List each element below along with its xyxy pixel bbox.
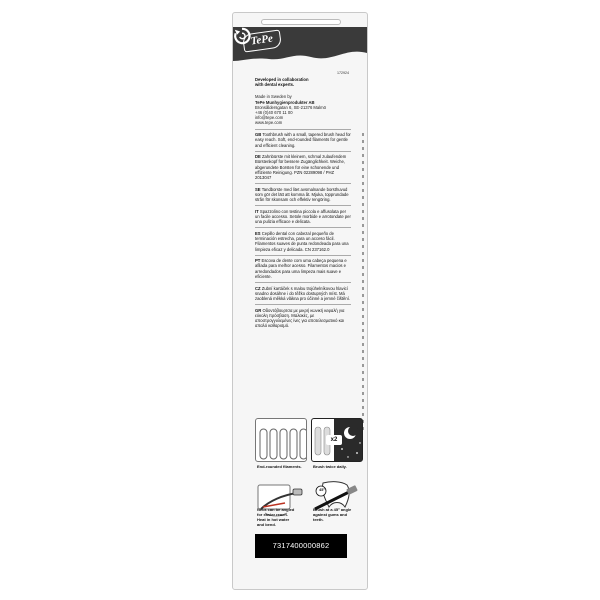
- address: Bronsåldersgatan 6, SE-21376 Malmö: [255, 104, 326, 110]
- filaments-icon: [255, 418, 307, 462]
- product-code: 172924: [337, 71, 349, 75]
- recycle-icon: [233, 27, 251, 45]
- hang-slot: [261, 19, 341, 25]
- x2-badge: x2: [330, 437, 338, 443]
- lang-pt: PT Escova de dente com uma cabeça pequena e afilada para melhor acesso. Filamentos macios e arredondados para uma limpeza mais suave e eficiente.: [255, 255, 351, 279]
- barcode-number: 7317400000862: [255, 534, 347, 558]
- manufacturer-info: [255, 94, 351, 125]
- web: www.tepe.com: [255, 120, 283, 126]
- developed-text: Developed in collaboration with dental experts.: [255, 77, 309, 88]
- lang-gr: GR Οδοντόβουρτσα με μικρή κωνική κεφαλή για εύκολη πρόσβαση. Μαλακές, με αποστρογγυλεμένες ίνες για αποτελεσματικό και απαλό καθαρισμό.: [255, 304, 351, 328]
- package-card: [232, 12, 368, 590]
- lang-se: SE Tandborste med litet avsmalnande borsthuvud som gör det lätt att komma åt. Mjuka, topprundade strån för skonsam och effektiv rengöring.: [255, 183, 351, 202]
- tepe-logo: TePe: [242, 29, 282, 52]
- company-name: TePe Munhygienprodukter AB: [255, 99, 315, 105]
- neck-caption: Neck can be angled for easier reach. Heat in hot water and bend.: [257, 507, 295, 527]
- brand-header: [233, 27, 367, 67]
- lang-de: DE Zahnbürste mit kleinem, schmal zulaufendem Bürstenkopf für bessere Zugänglichkeit. Weiche, abgerundete Borsten für eine schonende und effiziente Reinigung. PZN 02289098 / PHZ 2013047: [255, 151, 351, 181]
- made-in: Made in Sweden by: [255, 94, 292, 100]
- lang-cz: CZ Zubní kartáček s malou trojúhelníkovou hlavicí snadno dosáhne i do těžko dostupných míst. Má zaoblená měkká vlákna pro účinné a jemné čištění.: [255, 282, 351, 301]
- lang-es: ES Cepillo dental con cabezal pequeño de terminación estrecha, para un acceso fácil. Filamentos suaves de punta redondeada para una limpieza eficaz y delicada. CN 237162.0: [255, 227, 351, 251]
- lang-it: IT Spazzolino con testina piccola e affusolata per un facile accesso. Setole morbide e arrotondate per una pulizia efficace e delicata.: [255, 205, 351, 224]
- email: info@tepe.com: [255, 115, 284, 121]
- perforation-line: [362, 133, 364, 433]
- angle-caption: Brush at a 45° angle against gums and teeth.: [313, 507, 352, 522]
- phone: +46 (0)40 670 11 00: [255, 110, 293, 116]
- filaments-caption: End-rounded filaments.: [257, 464, 302, 469]
- lang-gb: GB Toothbrush with a small, tapered brush head for easy reach. Soft, end-rounded filaments for gentle and efficient cleaning.: [255, 129, 351, 148]
- text-panel: [255, 71, 351, 329]
- angle-badge: 45°: [319, 488, 325, 492]
- twice-daily-caption: Brush twice daily.: [313, 464, 347, 469]
- moon-stars-icon: [311, 418, 363, 462]
